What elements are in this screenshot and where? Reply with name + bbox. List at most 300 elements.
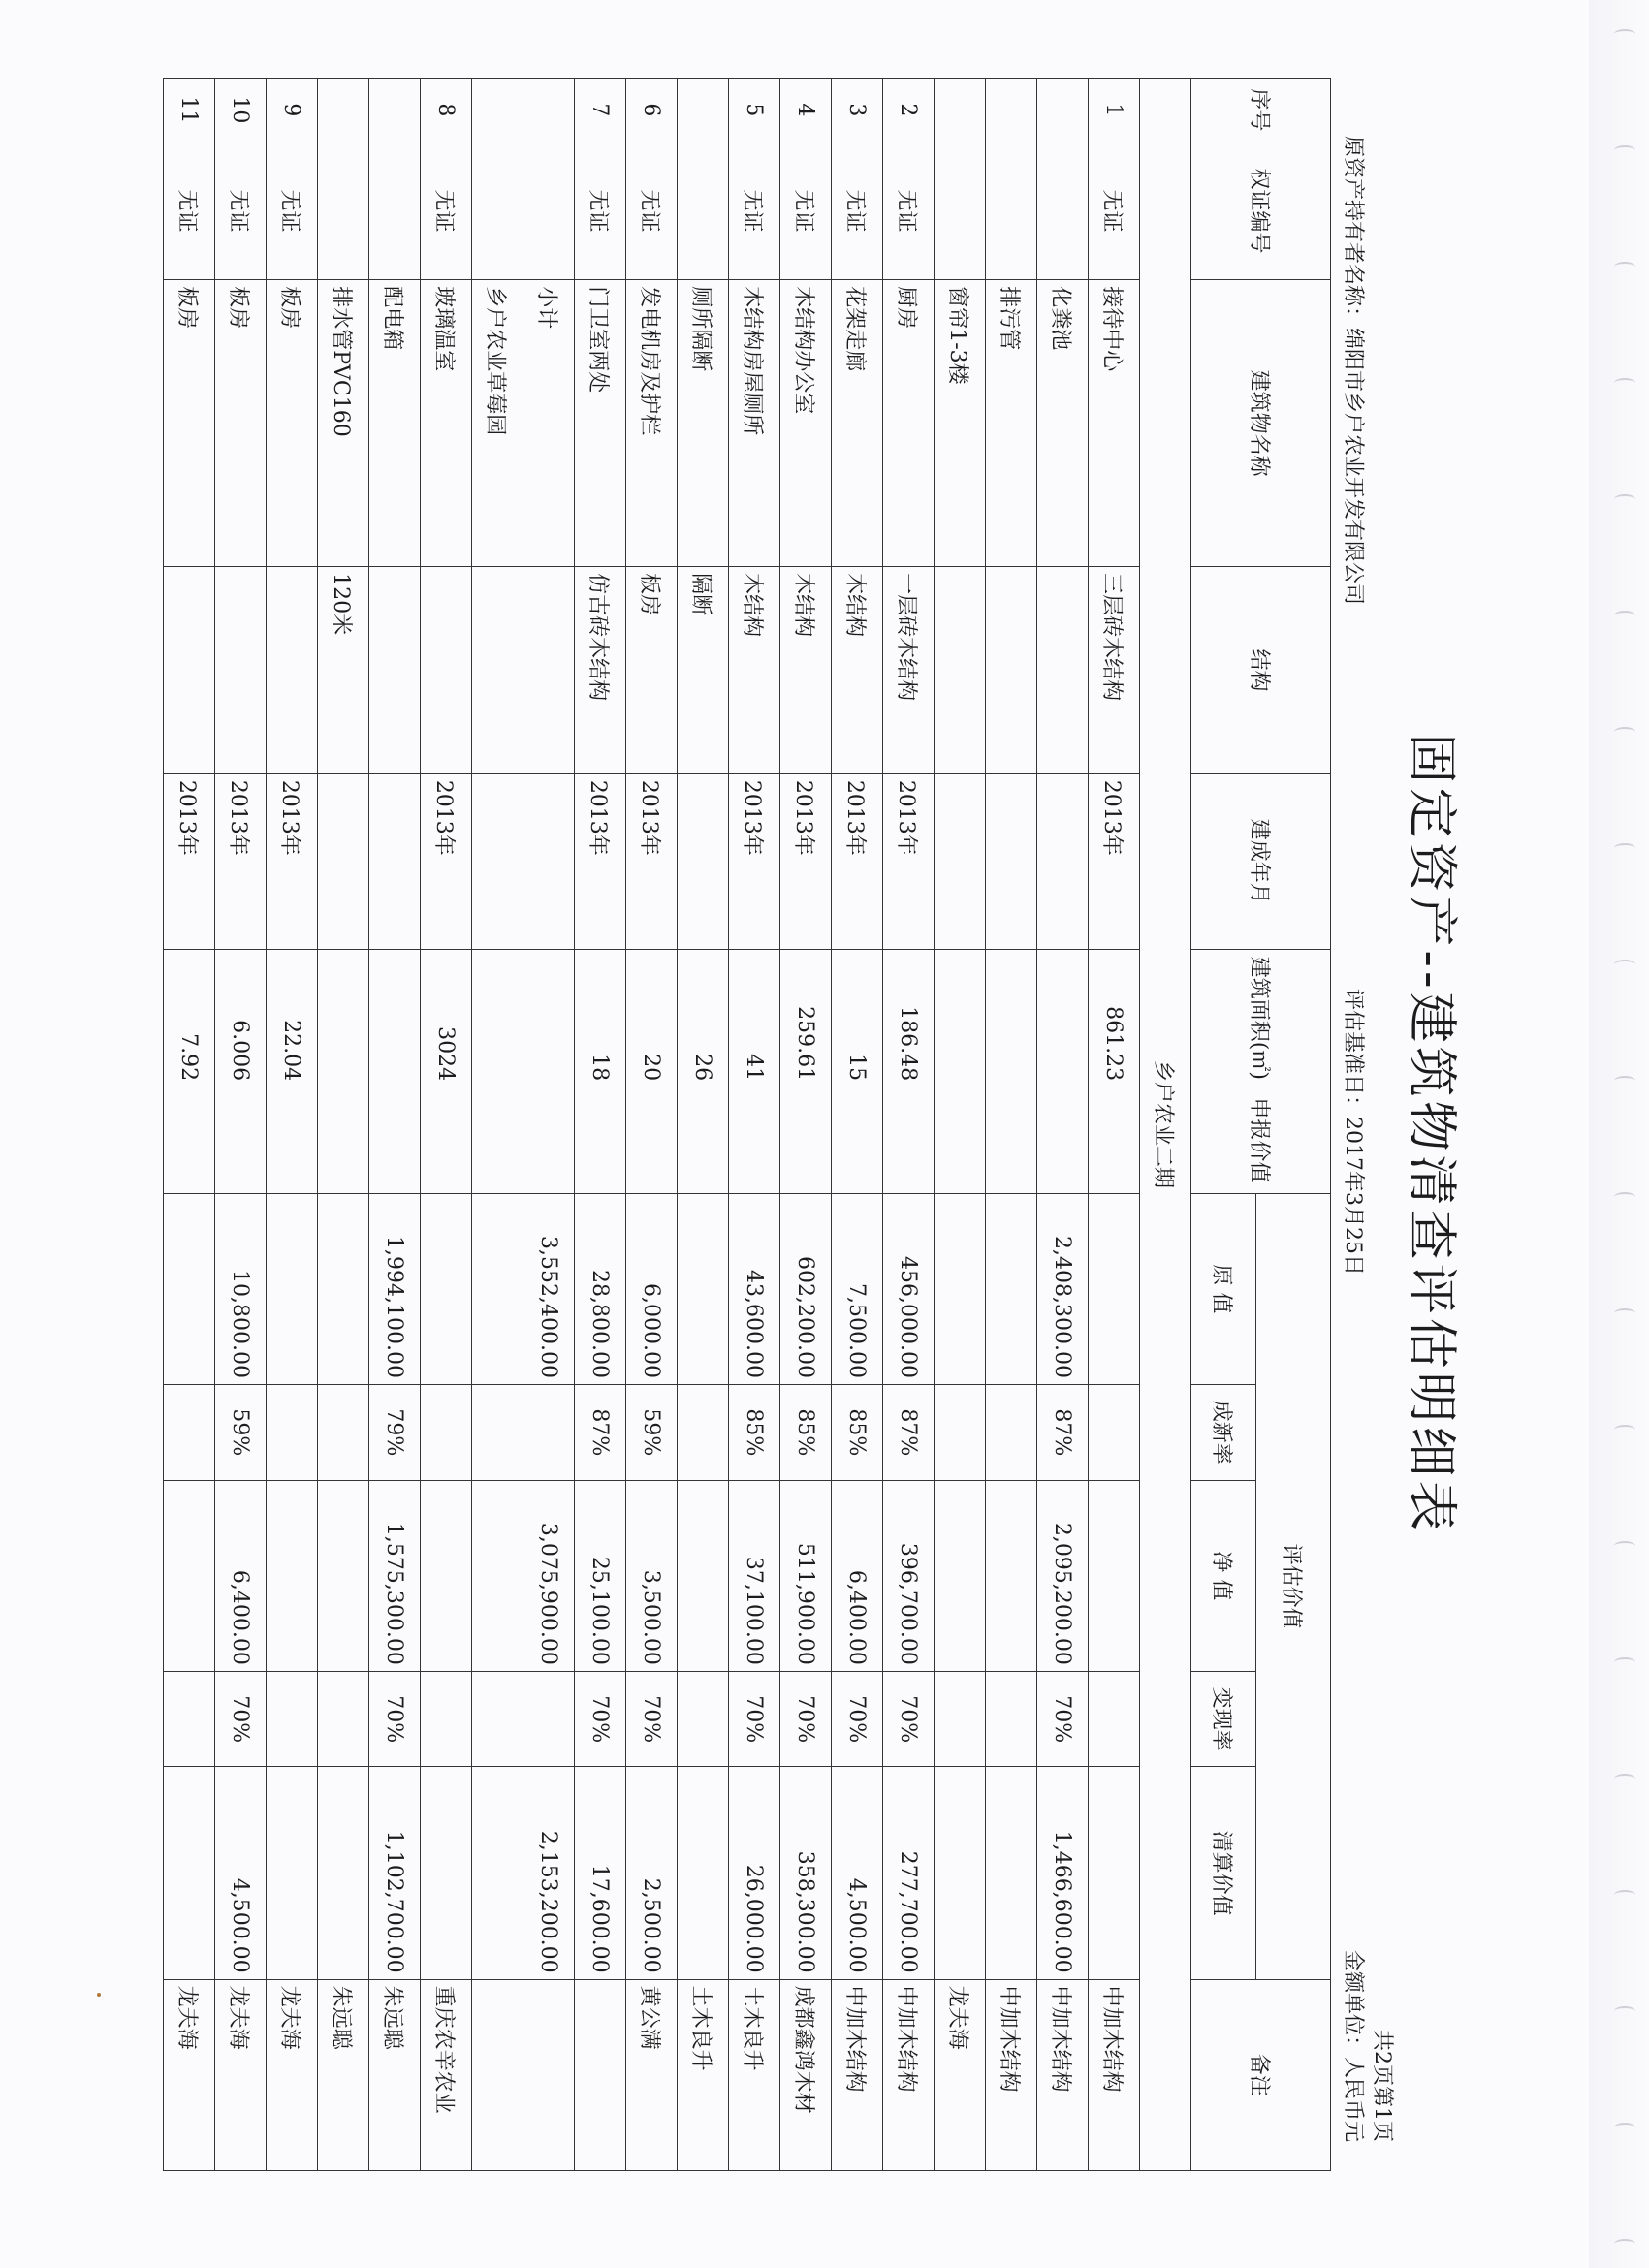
group-row-phase2 [1140,79,1191,2171]
cell-declared [678,1087,729,1194]
cell-declared [935,1087,986,1194]
binding-hole [1614,29,1635,39]
cell-remark: 中加木结构 [883,1979,935,2170]
cell-net: 3,500.00 [626,1480,678,1671]
cell-area: 41 [729,949,780,1087]
cell-remark [472,1979,523,2170]
cell-clear: 26,000.00 [729,1767,780,1979]
cell-clear [267,1767,318,1979]
cell-seq [935,79,986,142]
cell-built [318,773,369,949]
cell-clear [164,1767,215,1979]
cell-cert: 无证 [575,142,626,279]
header-newness: 成新率 [1191,1384,1256,1480]
cell-net [164,1480,215,1671]
header-area: 建筑面积(㎡) [1191,949,1331,1087]
header-realize: 变现率 [1191,1671,1256,1767]
cell-clear: 358,300.00 [780,1767,832,1979]
cell-name: 木结构办公室 [780,280,832,567]
table-row [575,79,626,2171]
cell-struct: 三层砖木结构 [1089,567,1140,774]
cell-seq: 1 [1089,79,1140,142]
header-seq: 序号 [1191,79,1331,142]
cell-built: 2013年 [832,773,883,949]
cell-newness: 79% [369,1384,421,1480]
cell-remark: 成都鑫鸿木材 [780,1979,832,2170]
cell-realize: 70% [832,1671,883,1767]
binding-hole [1614,843,1635,853]
cell-area [472,949,523,1087]
cell-built: 2013年 [164,773,215,949]
table-row [935,79,986,2171]
header-remark: 备注 [1191,1979,1331,2170]
cell-declared [369,1087,421,1194]
cell-newness: 85% [832,1384,883,1480]
cell-clear: 2,153,200.00 [523,1767,575,1979]
cell-built [369,773,421,949]
cell-net [935,1480,986,1671]
cell-seq: 5 [729,79,780,142]
cell-declared [164,1087,215,1194]
cell-name: 配电箱 [369,280,421,567]
cell-remark: 龙夫海 [935,1979,986,2170]
cell-declared [626,1087,678,1194]
cell-newness: 59% [626,1384,678,1480]
cell-declared [267,1087,318,1194]
cell-newness [421,1384,472,1480]
cell-built: 2013年 [729,773,780,949]
table-row [883,79,935,2171]
cell-struct [935,567,986,774]
cell-name: 化粪池 [1037,280,1089,567]
cell-realize: 70% [780,1671,832,1767]
cell-newness: 85% [729,1384,780,1480]
cell-net: 6,400.00 [832,1480,883,1671]
cell-area [935,949,986,1087]
header-orig: 原 值 [1191,1193,1256,1384]
cell-struct [164,567,215,774]
cell-built [1037,773,1089,949]
binding-hole [1614,1425,1635,1434]
cell-orig [267,1193,318,1384]
cell-seq: 11 [164,79,215,142]
cell-newness [986,1384,1037,1480]
header-eval: 评估价值 [1256,1193,1331,1979]
cell-net [678,1480,729,1671]
cell-built [472,773,523,949]
cell-realize [472,1671,523,1767]
cell-orig [472,1193,523,1384]
cell-cert: 无证 [267,142,318,279]
table-row [318,79,369,2171]
binding-hole [1614,1541,1635,1551]
cell-seq: 7 [575,79,626,142]
table-row [523,79,575,2171]
cell-cert [935,142,986,279]
cell-clear: 4,500.00 [832,1767,883,1979]
cell-clear [472,1767,523,1979]
cell-newness [164,1384,215,1480]
cell-area: 259.61 [780,949,832,1087]
cell-declared [575,1087,626,1194]
cell-name: 窗帘1-3楼 [935,280,986,567]
cell-orig: 3,552,400.00 [523,1193,575,1384]
cell-orig [1089,1193,1140,1384]
cell-orig: 2,408,300.00 [1037,1193,1089,1384]
cell-struct [523,567,575,774]
cell-built [523,773,575,949]
cell-seq: 3 [832,79,883,142]
cell-orig: 28,800.00 [575,1193,626,1384]
cell-cert [472,142,523,279]
cell-cert: 无证 [215,142,267,279]
cell-area: 186.48 [883,949,935,1087]
header-declared: 申报价值 [1191,1087,1331,1194]
cell-struct [986,567,1037,774]
cell-struct [215,567,267,774]
binding-hole [1614,145,1635,155]
owner-name: 原资产持有者名称：绵阳市乡户农业开发有限公司 [1341,136,1365,606]
cell-realize: 70% [1037,1671,1089,1767]
cell-newness [472,1384,523,1480]
cell-newness: 87% [883,1384,935,1480]
cell-seq: 4 [780,79,832,142]
binding-hole [1614,1774,1635,1783]
cell-realize [523,1671,575,1767]
cell-built: 2013年 [575,773,626,949]
cell-remark: 龙夫海 [267,1979,318,2170]
cell-name: 板房 [267,280,318,567]
cell-area: 22.04 [267,949,318,1087]
cell-name: 花架走廊 [832,280,883,567]
cell-realize: 70% [369,1671,421,1767]
cell-orig [986,1193,1037,1384]
cell-built: 2013年 [780,773,832,949]
cell-remark: 中加木结构 [832,1979,883,2170]
table-row [267,79,318,2171]
cell-remark: 土木良升 [729,1979,780,2170]
cell-remark: 土木良升 [678,1979,729,2170]
binding-hole [1614,1657,1635,1667]
cell-area [318,949,369,1087]
cell-struct: 木结构 [780,567,832,774]
cell-newness [935,1384,986,1480]
cell-orig [678,1193,729,1384]
cell-clear [935,1767,986,1979]
cell-struct [421,567,472,774]
cell-name: 玻璃温室 [421,280,472,567]
cell-declared [1037,1087,1089,1194]
cell-area: 6.006 [215,949,267,1087]
cell-declared [986,1087,1037,1194]
cell-orig: 1,994,100.00 [369,1193,421,1384]
cell-clear: 2,500.00 [626,1767,678,1979]
cell-seq [1037,79,1089,142]
cell-newness [678,1384,729,1480]
cell-net [267,1480,318,1671]
header-clear: 清算价值 [1191,1767,1256,1979]
cell-cert [369,142,421,279]
cell-name: 板房 [215,280,267,567]
cell-area [1037,949,1089,1087]
binding-hole [1614,960,1635,969]
cell-built: 2013年 [267,773,318,949]
cell-area [523,949,575,1087]
cell-cert: 无证 [626,142,678,279]
cell-name: 厨房 [883,280,935,567]
cell-built [986,773,1037,949]
binding-hole [1614,1890,1635,1900]
cell-struct: 仿古砖木结构 [575,567,626,774]
cell-name: 乡户农业草莓园 [472,280,523,567]
cell-declared [780,1087,832,1194]
cell-struct [267,567,318,774]
amount-unit: 金额单位：人民币元 [1341,1949,1365,2142]
header-name: 建筑物名称 [1191,280,1331,567]
cell-realize [164,1671,215,1767]
cell-built: 2013年 [1089,773,1140,949]
cell-newness: 85% [780,1384,832,1480]
cell-realize [318,1671,369,1767]
cell-cert: 无证 [832,142,883,279]
cell-name: 板房 [164,280,215,567]
header-net: 净 值 [1191,1480,1256,1671]
cell-orig [164,1193,215,1384]
cell-declared [523,1087,575,1194]
cell-remark: 朱远聪 [318,1979,369,2170]
table-row [1037,79,1089,2171]
cell-net: 6,400.00 [215,1480,267,1671]
cell-remark: 朱远聪 [369,1979,421,2170]
table-row [215,79,267,2171]
base-date: 评估基准日：2017年3月25日 [1341,989,1365,1276]
binding-hole [1614,262,1635,271]
cell-built: 2013年 [883,773,935,949]
cell-area [369,949,421,1087]
cell-orig: 602,200.00 [780,1193,832,1384]
cell-clear [678,1767,729,1979]
cell-realize [421,1671,472,1767]
cell-net: 1,575,300.00 [369,1480,421,1671]
cell-net: 25,100.00 [575,1480,626,1671]
cell-cert: 无证 [729,142,780,279]
document-title: 固定资产--建筑物清查评估明细表 [1402,733,1460,1535]
cell-built: 2013年 [215,773,267,949]
cell-net [472,1480,523,1671]
cell-seq [472,79,523,142]
cell-orig: 6,000.00 [626,1193,678,1384]
cell-orig [421,1193,472,1384]
table-row [626,79,678,2171]
table-row [986,79,1037,2171]
binding-hole [1614,2006,1635,2016]
cell-realize: 70% [729,1671,780,1767]
cell-seq [678,79,729,142]
cell-newness [1089,1384,1140,1480]
table-row [164,79,215,2171]
cell-net [421,1480,472,1671]
assets-table [163,78,1331,2171]
cell-declared [318,1087,369,1194]
cell-clear: 1,466,600.00 [1037,1767,1089,1979]
cell-struct: 木结构 [832,567,883,774]
cell-remark [575,1979,626,2170]
cell-declared [1089,1087,1140,1194]
cell-area: 26 [678,949,729,1087]
cell-realize [678,1671,729,1767]
binding-hole [1614,611,1635,620]
cell-cert: 无证 [883,142,935,279]
cell-declared [215,1087,267,1194]
cell-name: 木结构房屋厕所 [729,280,780,567]
cell-name: 门卫室两处 [575,280,626,567]
cell-clear [421,1767,472,1979]
cell-built [935,773,986,949]
cell-built: 2013年 [626,773,678,949]
cell-orig [935,1193,986,1384]
cell-net: 396,700.00 [883,1480,935,1671]
cell-remark: 黄公满 [626,1979,678,2170]
cell-area: 861.23 [1089,949,1140,1087]
cell-cert [986,142,1037,279]
cell-name: 发电机房及护栏 [626,280,678,567]
cell-struct [369,567,421,774]
cell-seq: 10 [215,79,267,142]
table-row [832,79,883,2171]
cell-seq [523,79,575,142]
cell-seq [318,79,369,142]
cell-remark: 重庆农辛农业 [421,1979,472,2170]
cell-realize: 70% [575,1671,626,1767]
cell-declared [883,1087,935,1194]
cell-cert: 无证 [421,142,472,279]
cell-remark: 中加木结构 [1089,1979,1140,2170]
cell-net: 2,095,200.00 [1037,1480,1089,1671]
cell-newness: 59% [215,1384,267,1480]
cell-realize [935,1671,986,1767]
cell-orig: 10,800.00 [215,1193,267,1384]
cell-seq [369,79,421,142]
cell-net [1089,1480,1140,1671]
cell-struct: 木结构 [729,567,780,774]
table-row [678,79,729,2171]
binding-hole [1614,2239,1635,2249]
binding-hole [1614,727,1635,737]
cell-cert: 无证 [164,142,215,279]
cell-area: 15 [832,949,883,1087]
cell-orig: 456,000.00 [883,1193,935,1384]
header-struct: 结构 [1191,567,1331,774]
cell-seq: 6 [626,79,678,142]
cell-net [986,1480,1037,1671]
cell-name: 厕所隔断 [678,280,729,567]
cell-area: 3024 [421,949,472,1087]
table-row [780,79,832,2171]
binding-hole [1614,1308,1635,1318]
cell-declared [472,1087,523,1194]
cell-cert [1037,142,1089,279]
binding-hole [1614,494,1635,504]
rotated-sheet [73,58,1478,2210]
cell-area [986,949,1037,1087]
cell-newness [318,1384,369,1480]
cell-net: 37,100.00 [729,1480,780,1671]
binding-hole [1614,2123,1635,2132]
cell-built: 2013年 [421,773,472,949]
cell-realize [1089,1671,1140,1767]
cell-built [678,773,729,949]
binding-hole [1614,1192,1635,1202]
binding-hole [1614,1076,1635,1086]
cell-struct [472,567,523,774]
cell-declared [832,1087,883,1194]
group-label: 乡户农业二期 [1140,79,1191,2171]
cell-area: 7.92 [164,949,215,1087]
cell-name: 排污管 [986,280,1037,567]
cell-seq: 9 [267,79,318,142]
cell-clear: 277,700.00 [883,1767,935,1979]
cell-clear: 4,500.00 [215,1767,267,1979]
binding-hole [1614,378,1635,388]
table-row [421,79,472,2171]
binding-margin [1589,0,1649,2268]
cell-struct: 120米 [318,567,369,774]
cell-remark: 龙夫海 [215,1979,267,2170]
cell-area: 20 [626,949,678,1087]
rows-body [164,79,1140,2171]
cell-remark [523,1979,575,2170]
cell-net [318,1480,369,1671]
table-row [369,79,421,2171]
cell-name: 接待中心 [1089,280,1140,567]
cell-declared [729,1087,780,1194]
table-row [472,79,523,2171]
table-row [1089,79,1140,2171]
cell-clear: 1,102,700.00 [369,1767,421,1979]
cell-remark: 中加木结构 [1037,1979,1089,2170]
cell-cert [318,142,369,279]
cell-realize [986,1671,1037,1767]
cell-clear [318,1767,369,1979]
cell-cert [523,142,575,279]
cell-struct [1037,567,1089,774]
table-row [729,79,780,2171]
cell-net: 511,900.00 [780,1480,832,1671]
cell-cert: 无证 [1089,142,1140,279]
cell-area: 18 [575,949,626,1087]
cell-cert [678,142,729,279]
cell-orig [318,1193,369,1384]
cell-clear: 17,600.00 [575,1767,626,1979]
cell-realize: 70% [215,1671,267,1767]
cell-orig: 43,600.00 [729,1193,780,1384]
cell-remark: 中加木结构 [986,1979,1037,2170]
cell-newness: 87% [575,1384,626,1480]
cell-newness [267,1384,318,1480]
cell-struct: 隔断 [678,567,729,774]
cell-struct: 一层砖木结构 [883,567,935,774]
cell-cert: 无证 [780,142,832,279]
cell-seq: 8 [421,79,472,142]
cell-declared [421,1087,472,1194]
cell-name: 小计 [523,280,575,567]
page-info: 共2页第1页 [1370,2030,1394,2142]
cell-orig: 7,500.00 [832,1193,883,1384]
header-cert: 权证编号 [1191,142,1331,279]
cell-realize: 70% [883,1671,935,1767]
cell-name: 排水管PVC160 [318,280,369,567]
cell-realize [267,1671,318,1767]
